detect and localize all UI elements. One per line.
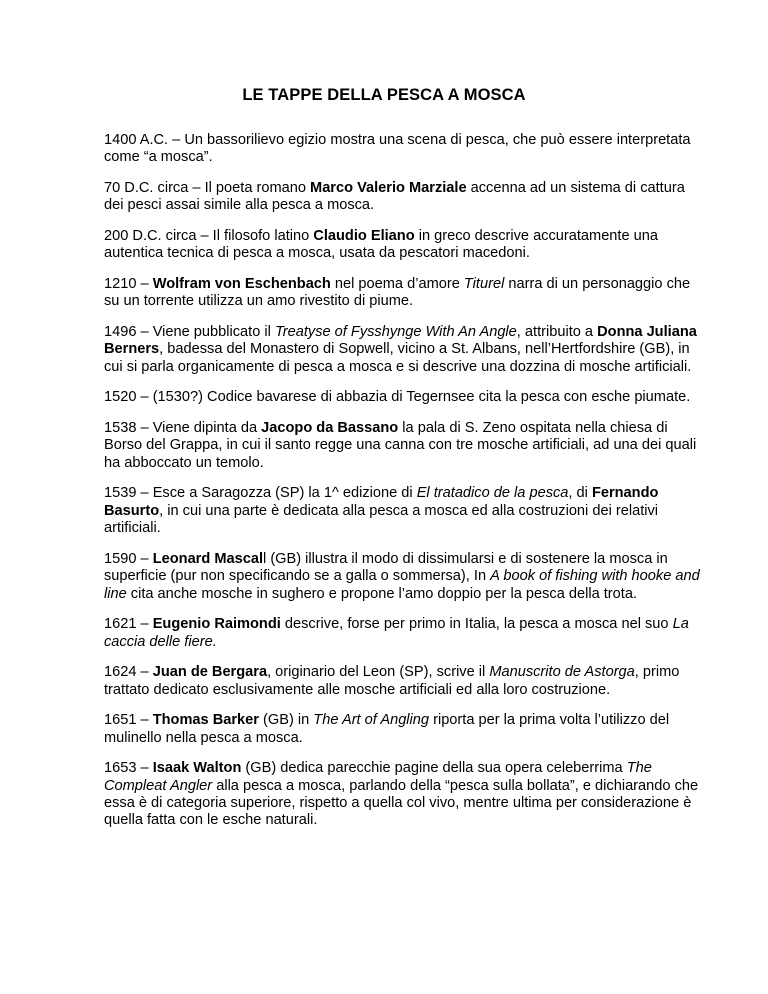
entry-name-bold: Jacopo da Bassano <box>261 420 399 436</box>
entry-text: 1653 – <box>104 760 153 777</box>
entry-text: 1590 – <box>104 550 153 567</box>
entry-work-title: La caccia delle fiere. <box>104 616 689 650</box>
entry-name-bold: Claudio Eliano <box>313 228 415 244</box>
timeline-entry <box>104 420 704 472</box>
timeline-entry <box>104 180 704 215</box>
entry-text: , in cui una parte è dedicata alla pesca a mosca ed alla costruzioni dei relativi artificiali. <box>104 502 659 537</box>
entry-work-title: The Compleat Angler <box>104 760 652 794</box>
entry-name-bold: Fernando Basurto <box>104 485 659 519</box>
entry-text: 1520 – (1530?) Codice bavarese di abbazia di Tegernsee cita la pesca con esche piumate. <box>104 389 691 406</box>
entry-work-title: El tratadico de la pesca <box>416 485 569 502</box>
timeline-entry <box>104 616 704 651</box>
entry-text: accenna ad un sistema di cattura dei pesci assai simile alla pesca a mosca. <box>104 180 685 214</box>
timeline-entry <box>104 551 704 603</box>
entry-text: nel poema d’amore <box>330 276 464 292</box>
entry-text: descrive, forse per primo in Italia, la pesca a mosca nel suo <box>280 616 673 633</box>
entry-text: la pala di S. Zeno ospitata nella chiesa di Borso del Grappa, in cui il santo regge una canna con tre mosche artificiali, ad una dei quali ha abboccato un temolo. <box>104 420 697 471</box>
entry-text: l (GB) illustra il modo di dissimularsi e di sostenere la mosca in superficie (pur non specificando se a galla o sommersa), In <box>104 550 668 585</box>
entry-text: 1621 – <box>104 616 153 633</box>
timeline-entry <box>104 712 704 747</box>
entry-name-bold: Marco Valerio Marziale <box>310 180 467 196</box>
document-title: LE TAPPE DELLA PESCA A MOSCA <box>242 86 526 104</box>
entry-text: narra di un personaggio che su un torrente utilizza un amo rivestito di piume. <box>104 276 691 310</box>
entry-text: in greco descrive accuratamente una autentica tecnica di pesca a mosca, usata da pescatori macedoni. <box>104 228 659 262</box>
entry-work-title: A book of fishing with hooke and line <box>104 568 700 602</box>
entry-text: 1624 – <box>104 664 153 681</box>
timeline-entry <box>104 132 704 167</box>
entry-text: , badessa del Monastero di Sopwell, vicino a St. Albans, nell’Hertfordshire (GB), in cui si parla organicamente di pesca a mosca e si descrive una dozzina di mosche artificiali. <box>104 341 692 375</box>
entry-text: , di <box>568 485 592 502</box>
entry-text: 1400 A.C. – Un bassorilievo egizio mostra una scena di pesca, che può essere interpretata come “a mosca”. <box>104 132 691 166</box>
entry-work-title: The Art of Angling <box>313 712 430 729</box>
entry-text: (GB) in <box>258 712 314 729</box>
entry-name-bold: Donna Juliana Berners <box>104 324 697 358</box>
entry-text: riporta per la prima volta l’utilizzo del mulinello nella pesca a mosca. <box>104 712 670 746</box>
timeline-entry <box>104 276 704 311</box>
entry-name-bold: Isaak Walton <box>152 760 242 777</box>
entry-name-bold: Eugenio Raimondi <box>152 616 281 633</box>
entry-text: 1539 – Esce a Saragozza (SP) la 1^ edizione di <box>104 485 417 502</box>
entry-work-title: Manuscrito de Astorga <box>489 664 635 681</box>
entry-text: , attribuito a <box>516 324 598 340</box>
entry-text: , primo trattato dedicato esclusivamente alle mosche artificiali ed alla loro costruzione. <box>104 664 680 698</box>
timeline-entry <box>104 324 704 376</box>
entry-text: , originario del Leon (SP), scrive il <box>267 664 490 681</box>
timeline-entry <box>104 228 704 263</box>
entry-name-bold: Thomas Barker <box>152 712 259 729</box>
entry-text: alla pesca a mosca, parlando della “pesca sulla bollata”, e dichiarando che essa è di categoria superiore, rispetto a quella col vivo, mentre ultima per considerazione è quella fatta con le esche naturali. <box>104 777 699 829</box>
entry-text: 1210 – <box>104 276 153 292</box>
entry-text: 200 D.C. circa – Il filosofo latino <box>104 228 314 244</box>
entry-text: cita anche mosche in sughero e propone l’amo doppio per la pesca della trota. <box>126 585 638 602</box>
timeline-entry <box>104 664 704 699</box>
timeline-entry <box>104 760 704 830</box>
entry-work-title: Treatyse of Fysshynge With An Angle <box>274 324 517 340</box>
entry-name-bold: Leonard Mascal <box>152 550 264 567</box>
entry-name-bold: Wolfram von Eschenbach <box>152 276 331 292</box>
entry-text: 1538 – Viene dipinta da <box>104 420 262 436</box>
timeline-entry <box>104 389 704 406</box>
entry-text: (GB) dedica parecchie pagine della sua opera celeberrima <box>241 760 627 777</box>
timeline-entries <box>104 132 704 843</box>
entry-text: 70 D.C. circa – Il poeta romano <box>104 180 311 196</box>
entry-text: 1651 – <box>104 712 153 729</box>
entry-work-title: Titurel <box>463 276 505 292</box>
entry-text: 1496 – Viene pubblicato il <box>104 324 275 340</box>
entry-name-bold: Juan de Bergara <box>152 664 268 681</box>
timeline-entry <box>104 485 704 537</box>
